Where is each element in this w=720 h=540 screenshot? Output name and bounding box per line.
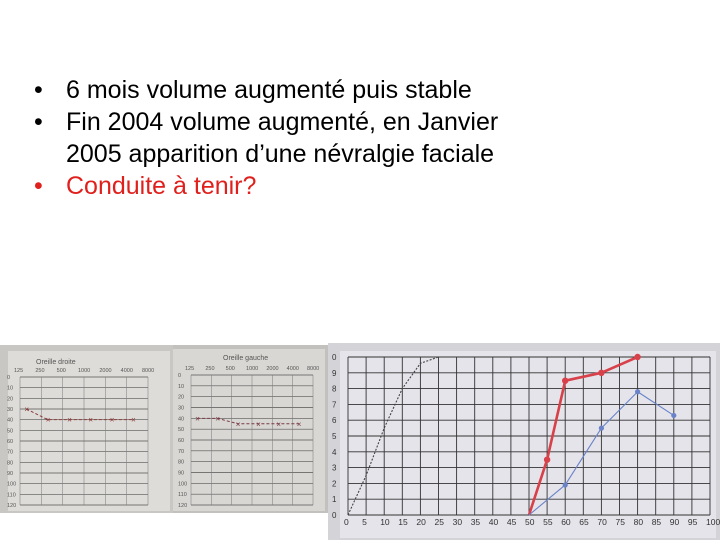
- y-tick-label: 6: [332, 416, 337, 426]
- frequency-tick-label: 2000: [266, 366, 279, 372]
- x-tick-label: 75: [615, 517, 625, 527]
- y-tick-label: 4: [332, 447, 337, 457]
- threshold-marker: ×: [67, 415, 72, 425]
- x-tick-label: 85: [651, 517, 662, 527]
- db-tick-label: 100: [7, 481, 17, 488]
- data-point: [599, 426, 604, 431]
- data-point: [544, 457, 550, 463]
- audiogram-left-photo: [173, 345, 330, 513]
- bullet-marker: •: [34, 76, 43, 104]
- db-tick-label: 20: [7, 396, 14, 403]
- frequency-tick-label: 250: [205, 366, 215, 372]
- db-tick-label: 10: [178, 383, 185, 390]
- y-tick-label: 0: [332, 511, 337, 520]
- db-tick-label: 30: [7, 407, 14, 413]
- bullet-item-3: [34, 170, 714, 202]
- db-tick-label: 40: [7, 417, 14, 424]
- bullet-list: [34, 74, 714, 202]
- frequency-tick-label: 4000: [120, 368, 133, 374]
- vocal-audiometry-chart: [328, 343, 720, 540]
- x-tick-label: 35: [470, 517, 481, 527]
- frequency-tick-label: 1000: [246, 366, 259, 372]
- bullet-text-2-line1: Fin 2004 volume augmenté, en Janvier: [66, 108, 499, 136]
- data-point: [562, 378, 568, 384]
- x-tick-label: 10: [380, 517, 390, 527]
- db-tick-label: 0: [7, 375, 11, 381]
- x-tick-label: 45: [506, 517, 517, 527]
- y-tick-label: 0: [332, 353, 337, 362]
- data-point: [635, 389, 640, 394]
- x-tick-label: 65: [579, 517, 589, 527]
- threshold-marker: ×: [256, 419, 261, 429]
- db-tick-label: 100: [178, 481, 188, 488]
- x-tick-label: 90: [669, 517, 680, 527]
- frequency-tick-label: 8000: [142, 368, 155, 374]
- x-tick-label: 80: [633, 517, 644, 527]
- threshold-marker: ×: [235, 419, 241, 429]
- db-tick-label: 120: [7, 503, 17, 509]
- bullet-item-2: [34, 106, 714, 170]
- data-point: [598, 370, 604, 376]
- x-tick-label: 50: [525, 517, 535, 527]
- db-tick-label: 30: [178, 405, 185, 412]
- y-tick-label: 9: [332, 368, 337, 378]
- threshold-marker: ×: [296, 419, 302, 429]
- db-tick-label: 60: [178, 438, 185, 444]
- db-tick-label: 50: [178, 427, 185, 434]
- x-tick-label: 100: [706, 517, 720, 527]
- threshold-marker: ×: [215, 414, 221, 424]
- bullet-item-1: [34, 74, 714, 106]
- x-tick-label: 60: [561, 517, 571, 527]
- y-tick-label: 5: [332, 432, 337, 441]
- bullet-marker: •: [34, 172, 43, 200]
- threshold-marker: ×: [131, 415, 136, 425]
- db-tick-label: 70: [178, 448, 185, 455]
- frequency-tick-label: 4000: [286, 366, 299, 372]
- audiogram-right-chart: [0, 345, 173, 513]
- threshold-marker: ×: [24, 405, 30, 414]
- audiogram-right-title: Oreille droite: [36, 359, 76, 366]
- data-point: [671, 413, 676, 418]
- frequency-tick-label: 125: [185, 366, 195, 372]
- y-tick-label: 8: [332, 384, 337, 394]
- db-tick-label: 50: [7, 428, 14, 435]
- audiogram-left-chart: [173, 345, 330, 513]
- db-tick-label: 110: [178, 492, 187, 499]
- x-tick-label: 55: [543, 517, 553, 527]
- db-tick-label: 90: [178, 470, 185, 477]
- x-tick-label: 20: [416, 517, 426, 527]
- x-tick-label: 15: [398, 517, 408, 527]
- y-tick-label: 3: [332, 463, 337, 473]
- frequency-tick-label: 1000: [78, 368, 91, 374]
- frequency-tick-label: 8000: [307, 366, 320, 372]
- y-tick-label: 7: [332, 400, 337, 410]
- bullet-marker: •: [34, 108, 43, 136]
- audiogram-right-photo: [0, 345, 173, 513]
- threshold-marker: ×: [109, 415, 115, 425]
- db-tick-label: 60: [7, 439, 14, 445]
- x-tick-label: 70: [597, 517, 607, 527]
- db-tick-label: 20: [178, 394, 185, 401]
- db-tick-label: 80: [178, 459, 185, 466]
- db-tick-label: 110: [7, 492, 16, 499]
- audiogram-left-title: Oreille gauche: [223, 355, 269, 362]
- bullet-text-1: 6 mois volume augmenté puis stable: [66, 76, 472, 104]
- db-tick-label: 0: [178, 373, 182, 379]
- threshold-marker: ×: [88, 415, 94, 425]
- db-tick-label: 70: [7, 449, 14, 456]
- frequency-tick-label: 500: [56, 368, 66, 374]
- threshold-marker: ×: [195, 414, 200, 424]
- data-point: [563, 482, 568, 487]
- frequency-tick-label: 2000: [99, 368, 112, 374]
- db-tick-label: 10: [7, 385, 14, 392]
- y-tick-label: 1: [332, 495, 337, 505]
- x-tick-label: 0: [344, 517, 349, 527]
- frequency-tick-label: 125: [14, 368, 24, 374]
- frequency-tick-label: 500: [225, 366, 235, 372]
- x-tick-label: 95: [687, 517, 698, 527]
- threshold-marker: ×: [45, 415, 51, 425]
- frequency-tick-label: 250: [35, 368, 45, 374]
- vocal-audiometry-photo: [328, 343, 720, 540]
- db-tick-label: 90: [7, 471, 14, 477]
- x-tick-label: 40: [488, 517, 499, 527]
- threshold-marker: ×: [276, 419, 282, 429]
- x-tick-label: 5: [362, 517, 367, 527]
- bullet-text-2-line2: 2005 apparition d’une névralgie faciale: [66, 140, 495, 168]
- db-tick-label: 80: [7, 460, 14, 467]
- db-tick-label: 40: [178, 416, 185, 423]
- x-tick-label: 25: [434, 517, 444, 527]
- data-point: [634, 354, 640, 360]
- y-tick-label: 2: [332, 479, 337, 489]
- bullet-text-3: Conduite à tenir?: [66, 172, 257, 200]
- x-tick-label: 30: [452, 517, 463, 527]
- db-tick-label: 120: [178, 503, 188, 509]
